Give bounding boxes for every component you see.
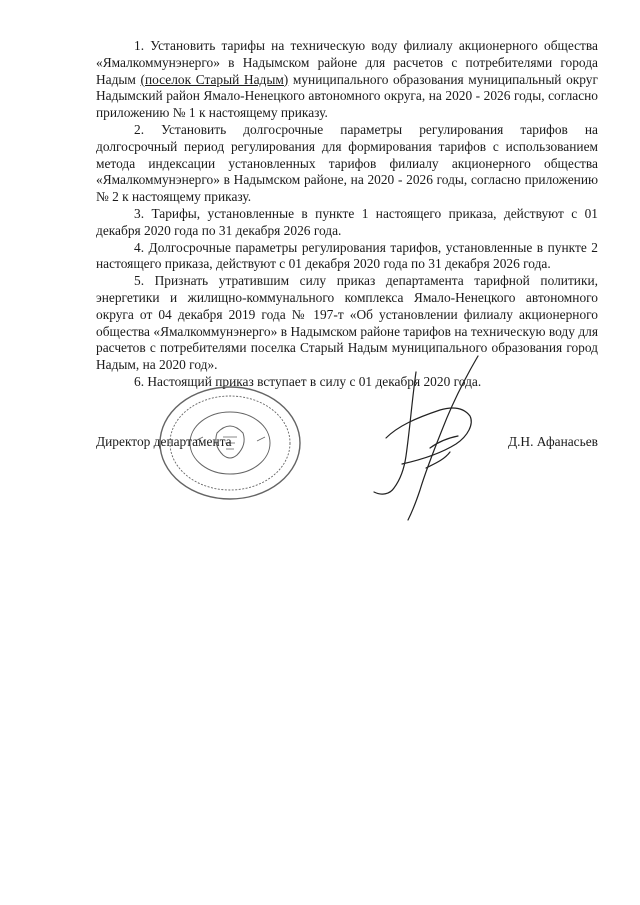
paragraph-1-text-end: муниципального образования муниципальный округ Надымский район Ямало-Ненецкого автономного округа, на 2020 - 2026 годы, согласно приложению № 1 к настоящему приказу. <box>96 71 598 121</box>
paragraph-3: 3. Тарифы, установленные в пункте 1 настоящего приказа, действуют с 01 декабря 2020 года по 31 декабря 2026 года. <box>96 205 598 238</box>
paragraph-6: 6. Настоящий приказ вступает в силу с 01 декабря 2020 года. <box>134 373 482 389</box>
signatory-title: Директор департамента <box>96 434 232 449</box>
paragraph-1 <box>96 38 598 122</box>
paragraph-5: 5. Признать утратившим силу приказ департамента тарифной политики, энергетики и жилищно-коммунального комплекса Ямало-Ненецкого автономного округа от 04 декабря 2019 года № 197-т «Об установлении филиалу акционерного общества «Ямалкоммунэнерго» в Надымском районе тарифов на техническую воду для расчетов с потребителями поселка Старый Надым муниципального образования город Надым, на 2020 год». <box>96 273 598 373</box>
paragraph-2: 2. Установить долгосрочные параметры регулирования тарифов на долгосрочный период регулирования для формирования тарифов с использованием метода индексации установленных тарифов филиалу акционерного общества «Ямалкоммунэнерго» в Надымском районе, на 2020 - 2026 годы, согласно приложению № 2 к настоящему приказу. <box>96 121 598 205</box>
paragraph-1-text-start: 1. Установить тарифы на техническую воду филиалу акционерного общества «Ямалкоммунэнерго» в Надымском районе для расчетов с потребителями города Надым <box>96 38 598 87</box>
handwritten-signature-icon <box>360 352 490 527</box>
order-body <box>96 38 598 391</box>
paragraph-1-underlined-text: (поселок Старый Надым) <box>140 71 289 87</box>
paragraph-4: 4. Долгосрочные параметры регулирования тарифов, установленные в пункте 2 настоящего приказа, действуют с 01 декабря 2020 года по 31 декабря 2026 года. <box>96 239 598 272</box>
signatory-name: Д.Н. Афанасьев <box>507 434 598 449</box>
